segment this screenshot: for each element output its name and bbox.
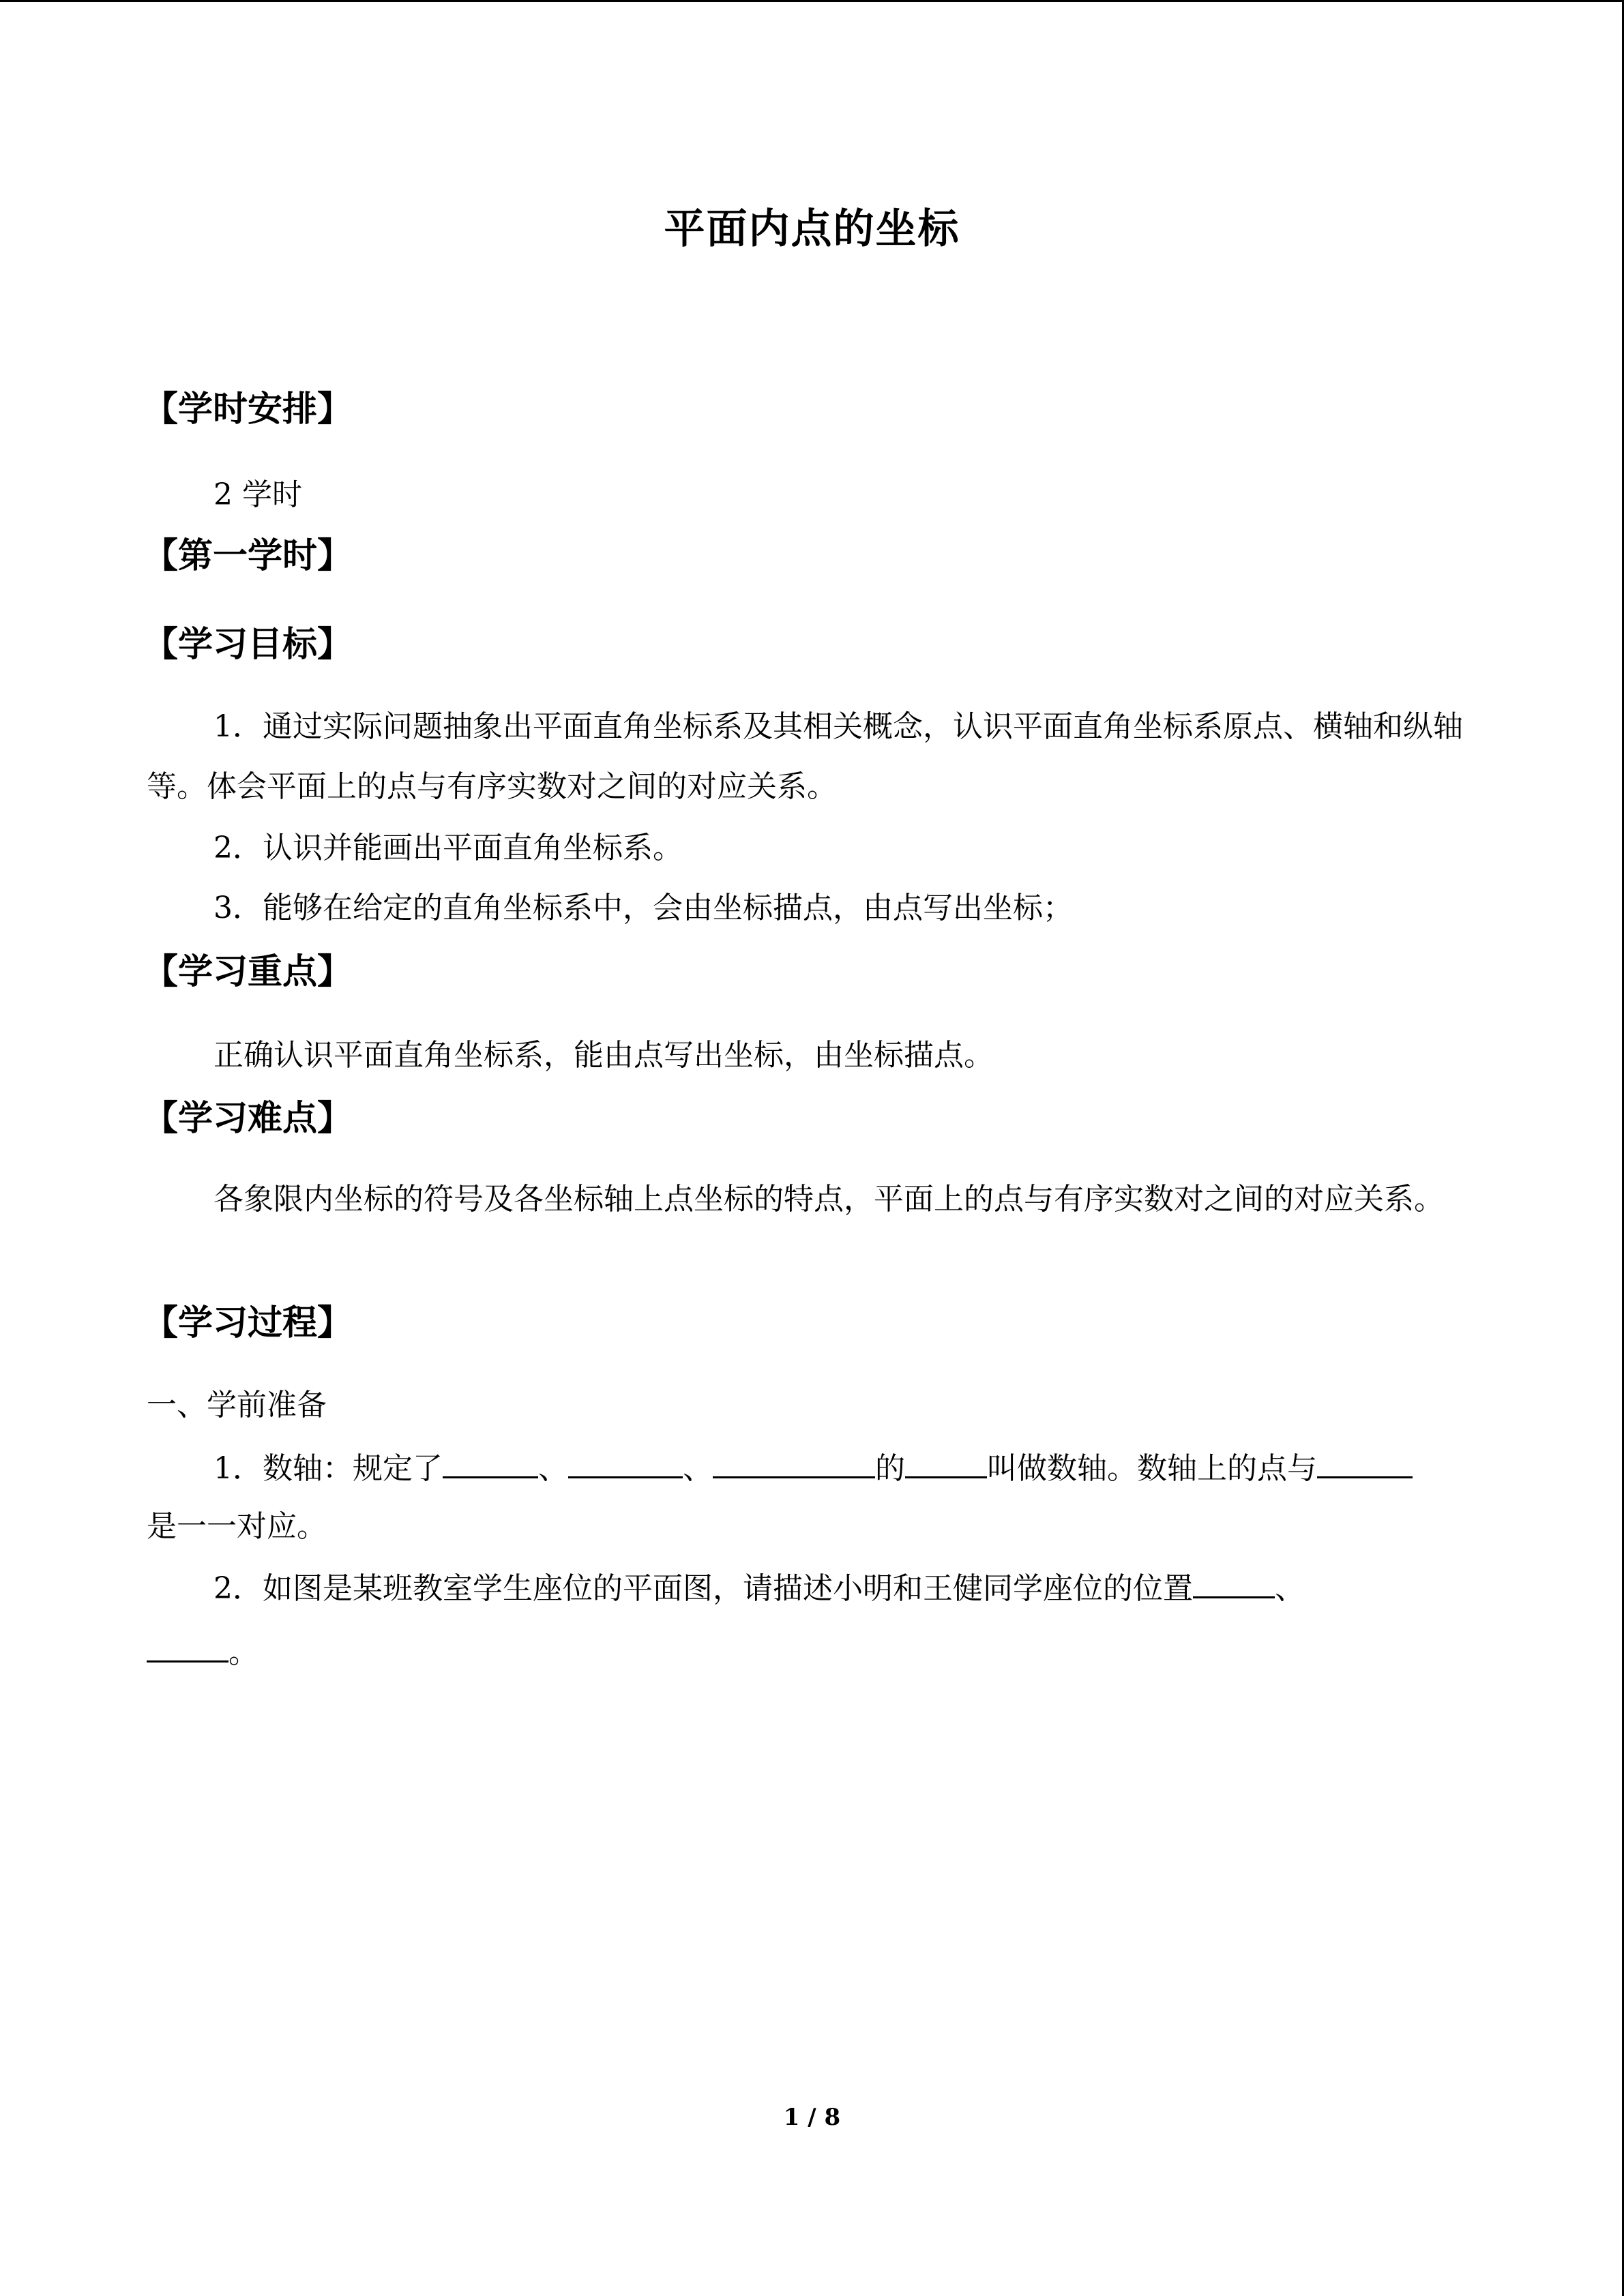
objective-item-1: 1．通过实际问题抽象出平面直角坐标系及其相关概念，认识平面直角坐标系原点、横轴和纵轴等。体会平面上的点与有序实数对之间的对应关系。 [147, 709, 1463, 804]
q1-blank-5[interactable] [1317, 1449, 1413, 1478]
q1-sep-2: 、 [683, 1451, 713, 1486]
document-title: 平面内点的坐标 [664, 205, 960, 253]
question-1-line-2: 是一一对应。 [147, 1509, 327, 1544]
process-subheading: 一、学前准备 [147, 1388, 327, 1422]
q1-blank-3[interactable] [713, 1449, 875, 1478]
question-1-line-1 [213, 1449, 1413, 1487]
heading-process: 【学习过程】 [143, 1303, 353, 1343]
q1-blank-2[interactable] [568, 1449, 683, 1478]
q2-prefix: 2．如图是某班教室学生座位的平面图，请描述小明和王健同学座位的位置 [213, 1571, 1193, 1606]
q2-blank-2[interactable] [147, 1633, 228, 1663]
heading-key-points: 【学习重点】 [143, 952, 353, 992]
q1-mid-2: 叫做数轴。数轴上的点与 [987, 1451, 1317, 1486]
q1-blank-4[interactable] [905, 1449, 987, 1478]
question-2-line-2 [147, 1633, 259, 1671]
q2-blank-1[interactable] [1193, 1569, 1275, 1598]
objective-item-2: 2．认识并能画出平面直角坐标系。 [213, 831, 683, 865]
objective-item-3: 3．能够在给定的直角坐标系中，会由坐标描点，由点写出坐标； [213, 891, 1073, 925]
q1-prefix: 1．数轴：规定了 [213, 1451, 443, 1486]
key-points-text: 正确认识平面直角坐标系，能由点写出坐标，由坐标描点。 [213, 1038, 994, 1073]
schedule-text: 2 学时 [213, 477, 302, 512]
page-number: 1 / 8 [783, 2104, 841, 2131]
heading-first-period: 【第一学时】 [143, 536, 353, 576]
difficulties-text: 各象限内坐标的符号及各坐标轴上点坐标的特点，平面上的点与有序实数对之间的对应关系。 [213, 1182, 1444, 1217]
q2-end: 。 [228, 1635, 259, 1670]
heading-difficulties: 【学习难点】 [143, 1099, 353, 1139]
q2-sep: 、 [1275, 1571, 1305, 1606]
heading-schedule: 【学时安排】 [143, 389, 353, 430]
q1-blank-1[interactable] [443, 1449, 538, 1478]
question-2-line-1 [213, 1569, 1305, 1607]
q1-mid: 的 [875, 1451, 905, 1486]
q1-sep-1: 、 [538, 1451, 568, 1486]
heading-objectives: 【学习目标】 [143, 625, 353, 665]
